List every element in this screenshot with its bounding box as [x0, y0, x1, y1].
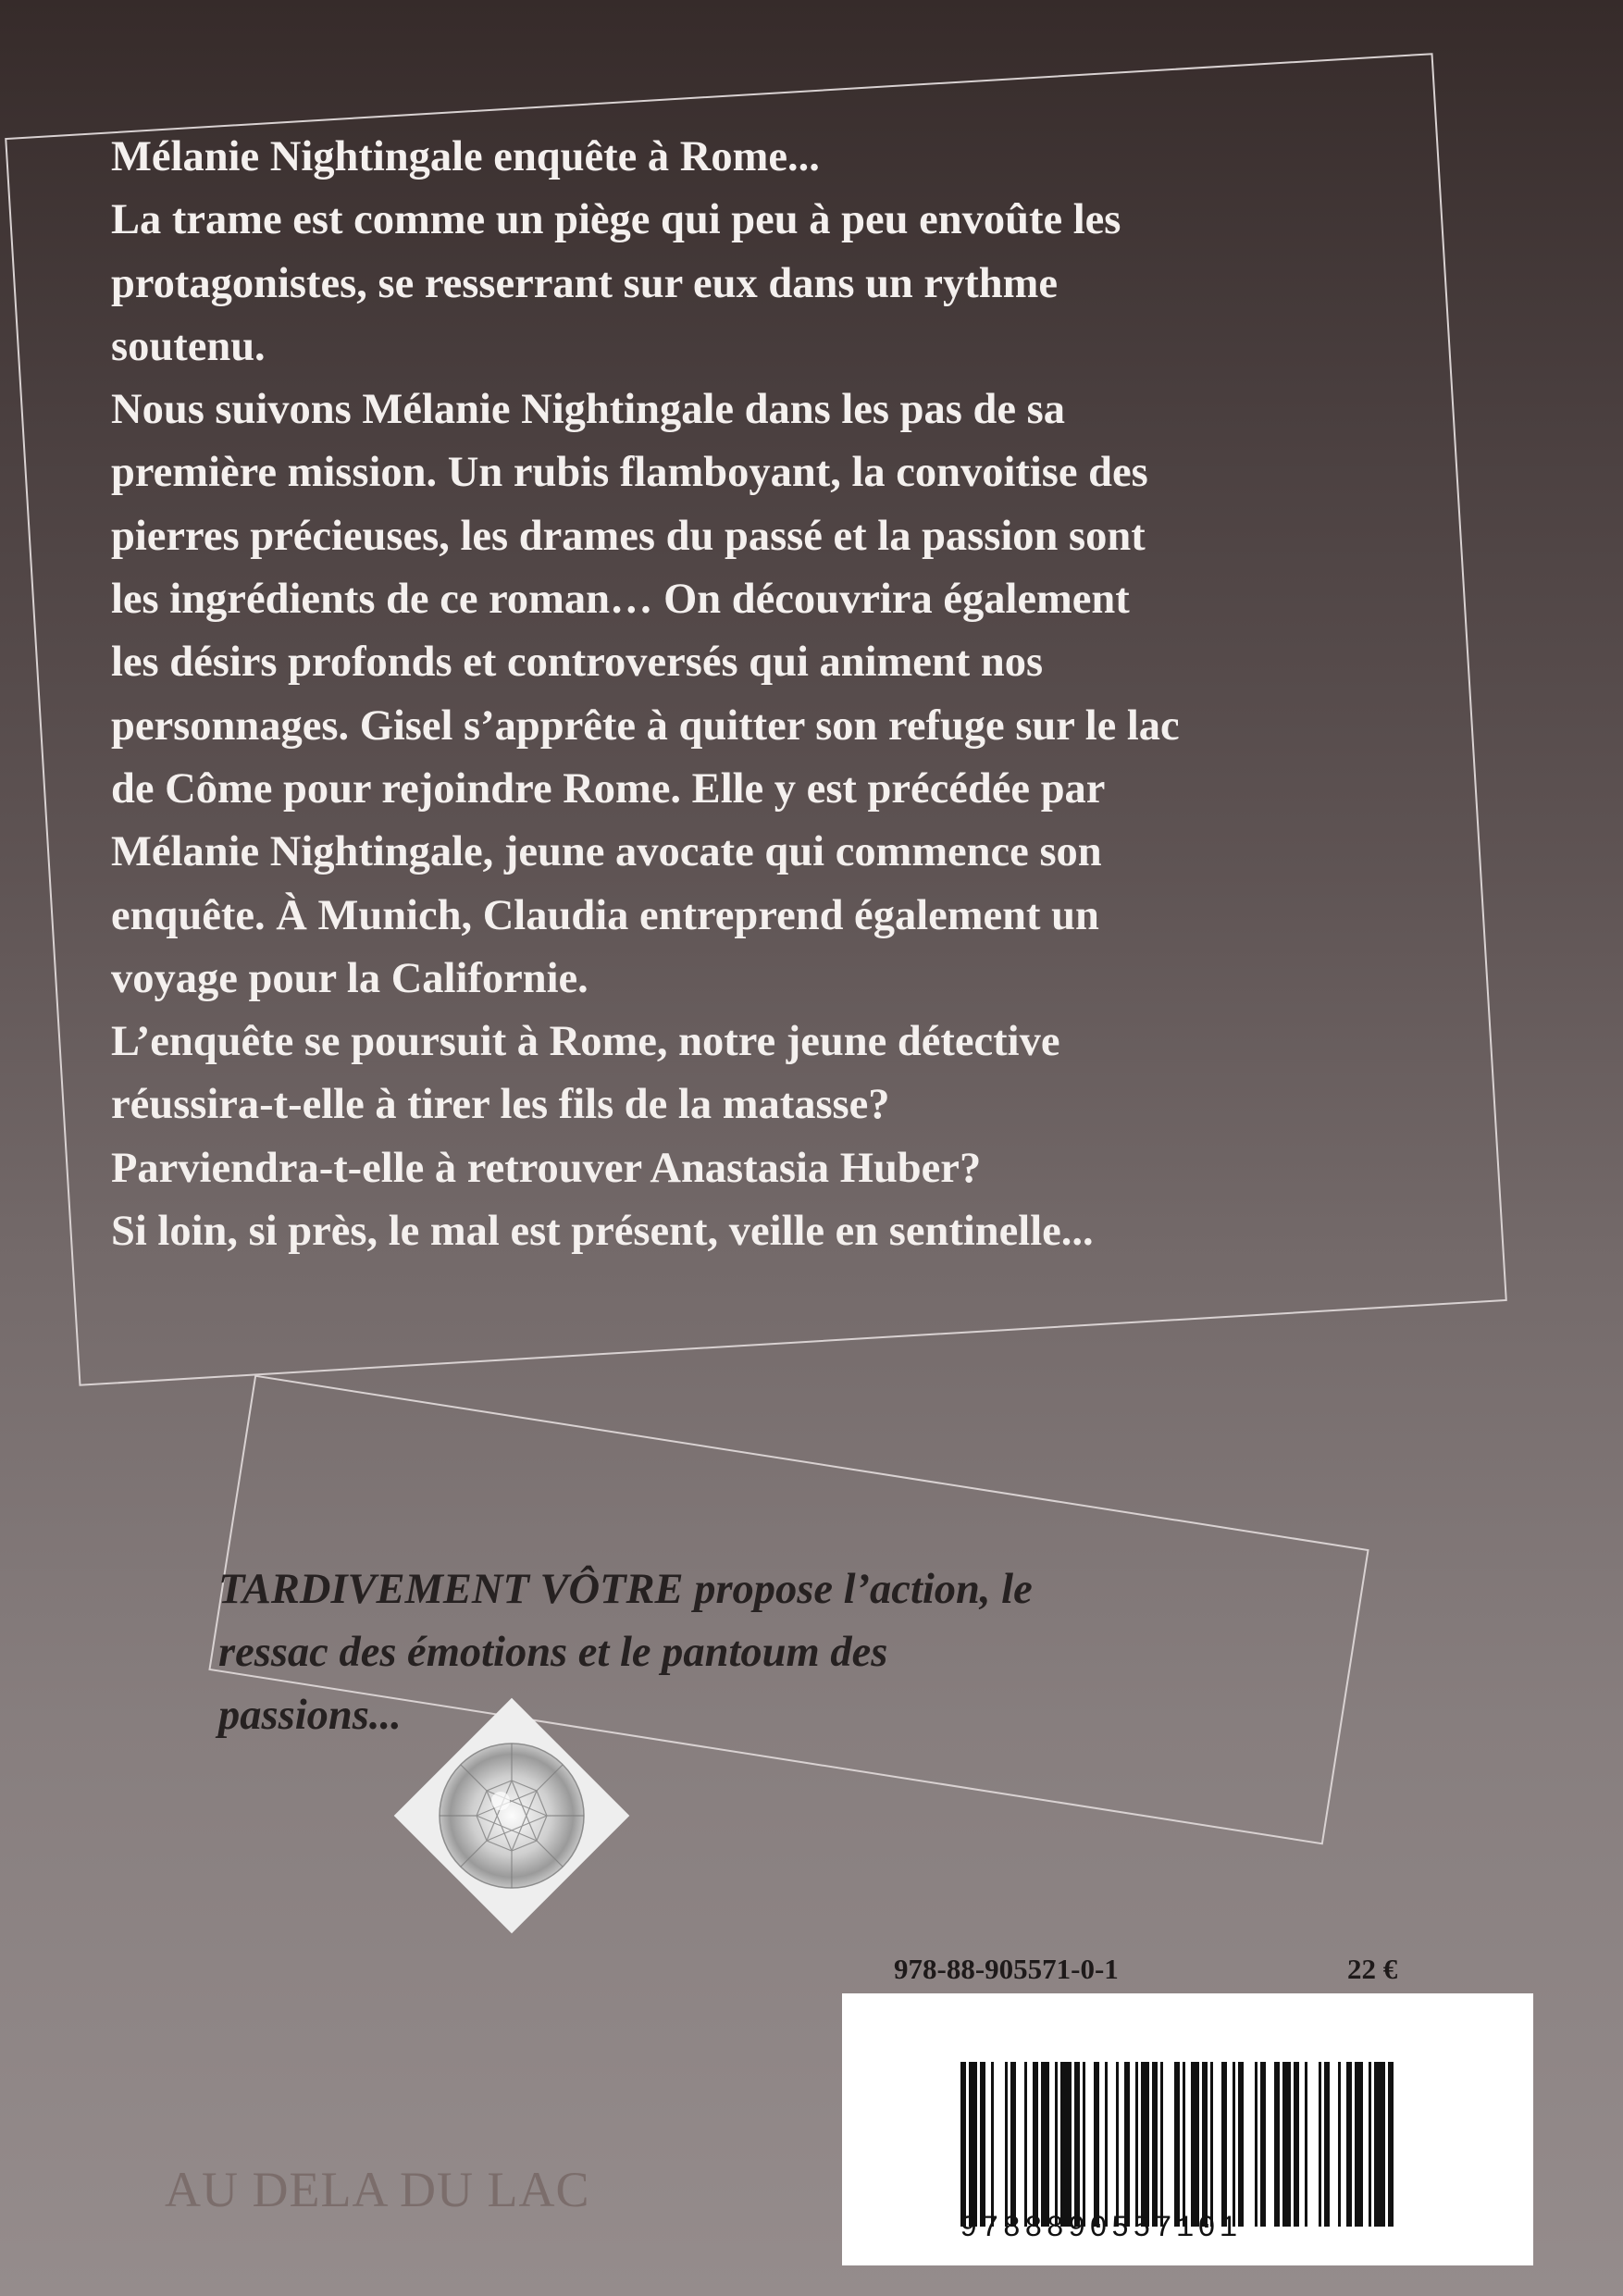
- barcode-bar: [1282, 2062, 1291, 2227]
- barcode-bar: [1041, 2062, 1049, 2227]
- barcode-bar: [1005, 2062, 1008, 2227]
- barcode-bar: [980, 2062, 985, 2227]
- barcode-bar: [1294, 2062, 1299, 2227]
- synopsis-line: pierres précieuses, les drames du passé et la passion sont: [111, 512, 1146, 560]
- barcode-bar: [1060, 2062, 1072, 2227]
- barcode-bar: [1221, 2062, 1227, 2227]
- barcode-bar: [1319, 2062, 1321, 2227]
- diamond-icon: [419, 1723, 604, 1908]
- barcode-bar: [1055, 2062, 1058, 2227]
- barcode-bar: [1116, 2062, 1119, 2227]
- synopsis-line: les ingrédients de ce roman… On découvrira également: [111, 576, 1130, 624]
- tagline-line: TARDIVEMENT VÔTRE propose l’action, le: [218, 1566, 1033, 1613]
- synopsis-line: La trame est comme un piège qui peu à peu envoûte les: [111, 196, 1121, 244]
- barcode-bar: [1274, 2062, 1280, 2227]
- synopsis-line: Mélanie Nightingale, jeune avocate qui commence son: [111, 828, 1102, 876]
- barcode-bar: [1033, 2062, 1038, 2227]
- tagline-line: passions...: [218, 1692, 402, 1739]
- barcode-bar: [960, 2062, 966, 2227]
- barcode-bar: [1124, 2062, 1130, 2227]
- publisher-name: AU DELA DU LAC: [165, 2162, 590, 2217]
- barcode-bar: [1305, 2062, 1307, 2227]
- tagline-line: ressac des émotions et le pantoum des: [218, 1629, 888, 1676]
- barcode: [960, 2062, 1399, 2227]
- barcode-bar: [1160, 2062, 1163, 2227]
- barcode-bar: [1260, 2062, 1266, 2227]
- synopsis-line: voyage pour la Californie.: [111, 954, 588, 1002]
- barcode-bar: [1174, 2062, 1180, 2227]
- synopsis-line: les désirs profonds et controversés qui animent nos: [111, 639, 1044, 687]
- barcode-bar: [1094, 2062, 1099, 2227]
- barcode-bar: [1338, 2062, 1341, 2227]
- price-label: 22 €: [1347, 1953, 1398, 1985]
- barcode-bar: [1238, 2062, 1244, 2227]
- barcode-bar: [1074, 2062, 1080, 2227]
- barcode-bar: [1024, 2062, 1027, 2227]
- synopsis-line: de Côme pour rejoindre Rome. Elle y est précédée par: [111, 764, 1106, 813]
- barcode-bar: [1346, 2062, 1352, 2227]
- synopsis-line: première mission. Un rubis flamboyant, la convoitise des: [111, 449, 1148, 497]
- barcode-bar: [1105, 2062, 1108, 2227]
- barcode-bar: [1191, 2062, 1199, 2227]
- barcode-bar: [1152, 2062, 1158, 2227]
- isbn-number: 978-88-905571-0-1: [894, 1953, 1119, 1985]
- barcode-bar: [969, 2062, 977, 2227]
- synopsis-line: Si loin, si près, le mal est présent, veille en sentinelle...: [111, 1208, 1094, 1256]
- barcode-bar: [1083, 2062, 1085, 2227]
- synopsis-line: L’enquête se poursuit à Rome, notre jeune détective: [111, 1018, 1060, 1066]
- synopsis-line: Parviendra-t-elle à retrouver Anastasia Huber?: [111, 1144, 982, 1192]
- synopsis-line: personnages. Gisel s’apprête à quitter son refuge sur le lac: [111, 701, 1180, 750]
- barcode-bar: [1183, 2062, 1185, 2227]
- barcode-bar: [1369, 2062, 1371, 2227]
- synopsis-line: soutenu.: [111, 322, 266, 370]
- barcode-bar: [1135, 2062, 1138, 2227]
- barcode-bar: [1141, 2062, 1149, 2227]
- tagline-text: [218, 1558, 1319, 1747]
- barcode-bar: [1324, 2062, 1330, 2227]
- barcode-bar: [1233, 2062, 1235, 2227]
- synopsis-line: réussira-t-elle à tirer les fils de la matasse?: [111, 1081, 890, 1129]
- synopsis-line: enquête. À Munich, Claudia entreprend également un: [111, 891, 1099, 939]
- barcode-bar: [991, 2062, 994, 2227]
- synopsis-line: protagonistes, se resserrant sur eux dans un rythme: [111, 259, 1059, 307]
- barcode-bar: [1202, 2062, 1208, 2227]
- barcode-bar: [1374, 2062, 1385, 2227]
- barcode-digits: 9788890557101: [960, 2211, 1242, 2245]
- synopsis-line: Mélanie Nightingale enquête à Rome...: [111, 133, 820, 180]
- synopsis-text: [111, 126, 1462, 1263]
- barcode-bar: [1388, 2062, 1394, 2227]
- barcode-bar: [1210, 2062, 1213, 2227]
- synopsis-line: Nous suivons Mélanie Nightingale dans les pas de sa: [111, 386, 1065, 434]
- barcode-bar: [1255, 2062, 1258, 2227]
- barcode-bar: [1355, 2062, 1363, 2227]
- barcode-bar: [1010, 2062, 1016, 2227]
